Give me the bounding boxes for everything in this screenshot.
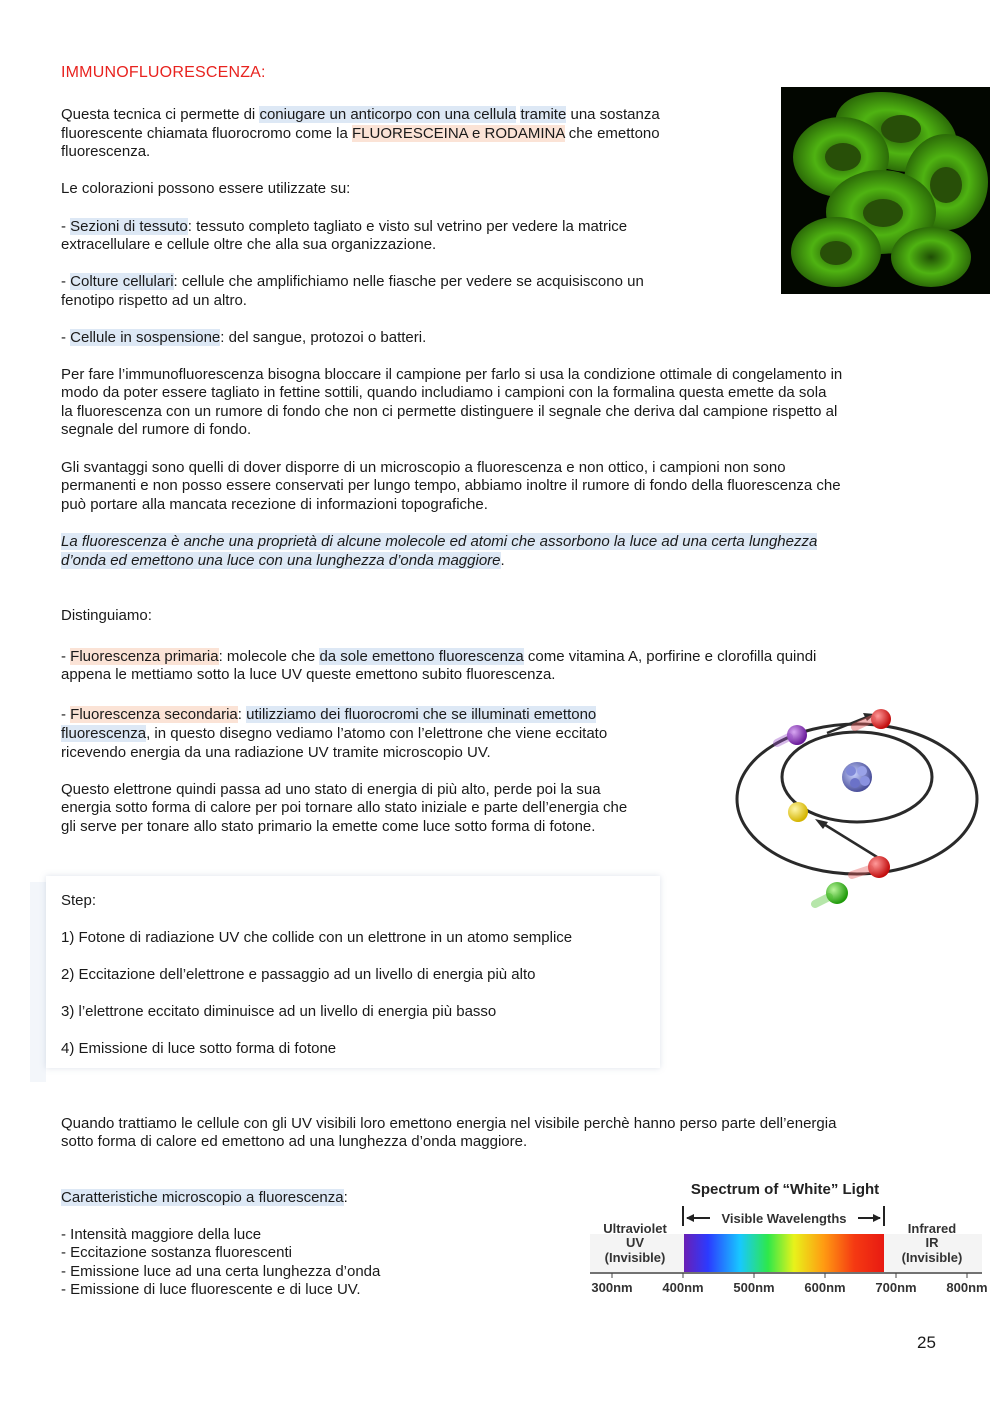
para-fare-line: la fluorescenza con un rumore di fondo che non ci permette distinguere il segnale che deriva dal campione rispetto al xyxy=(61,403,838,420)
dash: - xyxy=(61,329,71,346)
intro-line-3: fluorescenza. xyxy=(61,143,151,160)
colture-highlight: Colture cellulari xyxy=(70,273,174,290)
caratteristiche-heading xyxy=(61,1189,348,1208)
sezioni-line-1 xyxy=(61,218,627,237)
intro-highlight: coniugare un anticorpo con una cellula xyxy=(259,106,517,123)
colorazioni-text: Le colorazioni possono essere utilizzate su: xyxy=(61,180,351,197)
elettrone-line: gli serve per tonare allo stato primario la emette come luce sotto forma di fotone. xyxy=(61,818,596,835)
caratteristiche-colon: : xyxy=(343,1189,348,1206)
sospensione-highlight: Cellule in sospensione xyxy=(70,329,221,346)
para-svantaggi-line: permanenti e non posso essere conservati per lungo tempo, abbiamo inoltre il rumore di fondo della fluorescenza che xyxy=(61,477,841,494)
caratteristiche-item: - Eccitazione sostanza fluorescenti xyxy=(61,1244,292,1261)
colture-line-1 xyxy=(61,273,644,292)
sezioni-highlight: Sezioni di tessuto xyxy=(70,218,188,235)
para-fare-line: Per fare l’immunofluorescenza bisogna bloccare il campione per farlo si usa la condizione ottimale di congelamento in xyxy=(61,366,843,383)
para-svantaggi-line: può portare alla mancata recezione di informazioni topografiche. xyxy=(61,496,488,513)
definizione-period: . xyxy=(500,552,505,569)
sospensione-text: : del sangue, protozoi o batteri. xyxy=(220,329,427,346)
para-fare-line: modo da poter essere tagliato in fettine sottili, quando includiamo i campioni con la formalina questa emette da sola xyxy=(61,384,827,401)
step-item: 4) Emissione di luce sotto forma di fotone xyxy=(61,1040,337,1057)
spectrum-tick-label: 400nm xyxy=(662,1280,704,1295)
secondaria-highlight: Fluorescenza secondaria xyxy=(70,706,238,723)
atom-diagram xyxy=(727,705,982,913)
secondaria-text: : xyxy=(237,706,247,723)
page-title: IMMUNOFLUORESCENZA: xyxy=(61,64,266,81)
secondaria-line-1 xyxy=(61,706,596,725)
spectrum-tick-label: 300nm xyxy=(591,1280,633,1295)
caratteristiche-item: - Emissione di luce fluorescente e di luce UV. xyxy=(61,1281,361,1298)
intro-line-1 xyxy=(61,106,660,125)
visible-spectrum-band xyxy=(684,1234,884,1272)
intro-text: che emettono xyxy=(564,125,660,142)
intro-text: Questa tecnica ci permette di xyxy=(61,106,260,123)
primaria-line-1 xyxy=(61,648,816,667)
atom-icon xyxy=(727,705,982,913)
uv-label: UV xyxy=(625,1235,645,1250)
step-item: 1) Fotone di radiazione UV che collide con un elettrone in un atomo semplice xyxy=(61,929,573,946)
secondaria-text: , in questo disegno vediamo l’atomo con l’elettrone che viene eccitato xyxy=(146,725,608,742)
primaria-text: come vitamina A, porfirine e clorofilla quindi xyxy=(523,648,817,665)
ir-label: Infrared xyxy=(907,1221,957,1236)
secondaria-line-3: ricevendo energia da una radiazione UV tramite microscopio UV. xyxy=(61,744,491,761)
sezioni-text: : tessuto completo tagliato e visto sul vetrino per vedere la matrice xyxy=(187,218,628,235)
step-box-sidebar xyxy=(30,882,46,1082)
primaria-line-2: appena le mettiamo sotto la luce UV queste emettono subito fluorescenza. xyxy=(61,666,556,683)
primaria-text: : molecole che xyxy=(218,648,320,665)
secondaria-highlight-blue: utilizziamo dei fluorocromi che se illuminati emettono xyxy=(246,706,597,723)
visible-label: Visible Wavelengths xyxy=(721,1211,847,1226)
step-label: Step: xyxy=(61,892,97,909)
fluorescent-cells-image xyxy=(781,87,990,294)
ir-label: (Invisible) xyxy=(901,1250,963,1265)
ir-label: IR xyxy=(925,1235,939,1250)
step-item: 3) l’elettrone eccitato diminuisce ad un livello di energia più basso xyxy=(61,1003,497,1020)
spectrum-diagram xyxy=(590,1176,988,1298)
colture-line-2: fenotipo rispetto ad un altro. xyxy=(61,292,247,309)
definizione-line-1 xyxy=(61,533,817,552)
sezioni-line-2: extracellulare e cellule oltre che alla sua organizzazione. xyxy=(61,236,437,253)
dash: - xyxy=(61,648,71,665)
elettrone-line: energia sotto forma di calore per poi tornare allo stato iniziale e parte dell’energia che xyxy=(61,799,628,816)
spectrum-title: Spectrum of “White” Light xyxy=(690,1181,880,1198)
intro-line-2 xyxy=(61,125,660,144)
intro-highlight-orange: FLUORESCEINA e RODAMINA xyxy=(351,125,565,142)
sospensione-line xyxy=(61,329,426,348)
page-number: 25 xyxy=(917,1333,936,1352)
para-fare-line: segnale del rumore di fondo. xyxy=(61,421,252,438)
spectrum-ticks xyxy=(591,1273,987,1295)
caratteristiche-item: - Emissione luce ad una certa lunghezza d’onda xyxy=(61,1263,381,1280)
quando-line: Quando trattiamo le cellule con gli UV visibili loro emettono energia nel visibile perchè hanno perso parte dell’energia xyxy=(61,1115,837,1132)
intro-text: una sostanza xyxy=(566,106,660,123)
uv-label: Ultraviolet xyxy=(603,1221,667,1236)
quando-line: sotto forma di calore ed emettono ad una lunghezza d’onda maggiore. xyxy=(61,1133,528,1150)
primaria-highlight: Fluorescenza primaria xyxy=(70,648,219,665)
intro-text: fluorescente chiamata fluorocromo come la xyxy=(61,125,352,142)
definizione-highlight: La fluorescenza è anche una proprietà di alcune molecole ed atomi che assorbono la luce ad una certa lunghezza xyxy=(61,533,818,550)
spectrum-tick-label: 600nm xyxy=(804,1280,846,1295)
dash: - xyxy=(61,273,71,290)
distinguiamo-text: Distinguiamo: xyxy=(61,607,152,624)
secondaria-highlight-blue: fluorescenza xyxy=(61,725,147,742)
uv-label: (Invisible) xyxy=(604,1250,666,1265)
cells-icon xyxy=(781,87,990,294)
para-svantaggi-line: Gli svantaggi sono quelli di dover disporre di un microscopio a fluorescenza e non ottico, i campioni non sono xyxy=(61,459,786,476)
dash: - xyxy=(61,706,71,723)
spectrum-tick-label: 800nm xyxy=(946,1280,988,1295)
primaria-highlight-blue: da sole emettono fluorescenza xyxy=(319,648,524,665)
secondaria-line-2 xyxy=(61,725,607,744)
dash: - xyxy=(61,218,71,235)
spectrum-svg xyxy=(590,1176,988,1298)
spectrum-tick-label: 700nm xyxy=(875,1280,917,1295)
colture-text: : cellule che amplifichiamo nelle fiasche per vedere se acquisiscono un xyxy=(173,273,644,290)
step-item: 2) Eccitazione dell’elettrone e passaggio ad un livello di energia più alto xyxy=(61,966,536,983)
caratteristiche-highlight: Caratteristiche microscopio a fluorescenza xyxy=(61,1189,344,1206)
caratteristiche-item: - Intensità maggiore della luce xyxy=(61,1226,262,1243)
definizione-line-2 xyxy=(61,552,505,571)
elettrone-line: Questo elettrone quindi passa ad uno stato di energia di più alto, perde poi la sua xyxy=(61,781,601,798)
definizione-highlight: d’onda ed emettono una luce con una lunghezza d’onda maggiore xyxy=(61,552,501,569)
intro-highlight: tramite xyxy=(520,106,567,123)
spectrum-tick-label: 500nm xyxy=(733,1280,775,1295)
